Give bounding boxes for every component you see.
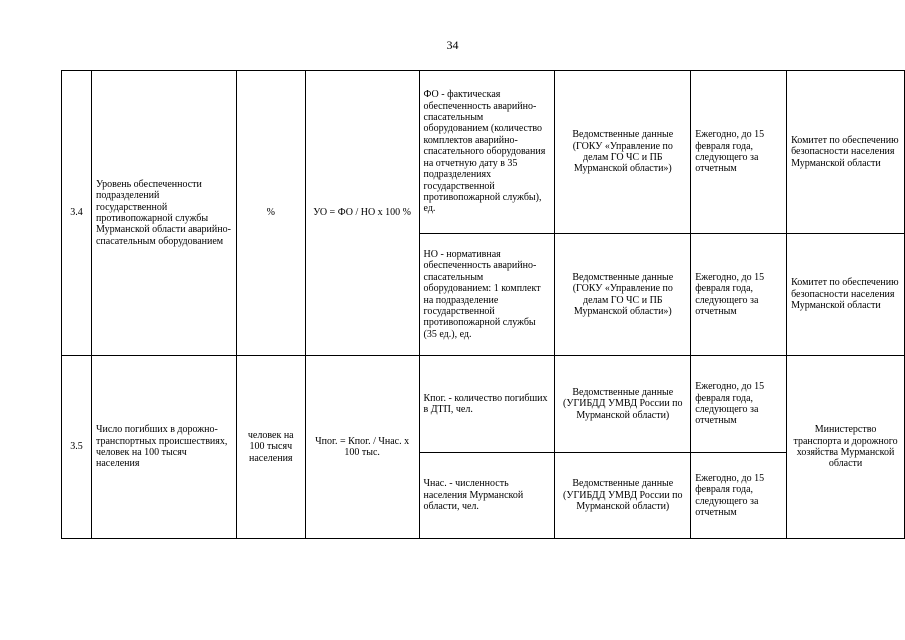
indicator-name: Число погибших в дорожно-транспортных происшествиях, человек на 100 тысяч населения [91, 356, 236, 539]
reporting-deadline: Ежегодно, до 15 февраля года, следующего за отчетным [691, 356, 787, 453]
indicator-unit: человек на 100 тысяч населения [236, 356, 305, 539]
data-source: Ведомственные данные (УГИБДД УМВД России по Мурманской области) [555, 356, 691, 453]
table-row [62, 71, 905, 234]
indicator-name: Уровень обеспеченности подразделений государственной противопожарной службы Мурманской области аварийно-спасательным оборудованием [91, 71, 236, 356]
data-source: Ведомственные данные (ГОКУ «Управление по делам ГО ЧС и ПБ Мурманской области») [555, 71, 691, 234]
indicator-formula: Чпог. = Кпог. / Чнас. х 100 тыс. [305, 356, 419, 539]
indicators-table [61, 70, 905, 539]
data-source: Ведомственные данные (УГИБДД УМВД России по Мурманской области) [555, 453, 691, 539]
reporting-deadline: Ежегодно, до 15 февраля года, следующего за отчетным [691, 234, 787, 356]
row-number: 3.4 [62, 71, 92, 356]
component-description: Чнас. - численность населения Мурманской области, чел. [419, 453, 555, 539]
data-source: Ведомственные данные (ГОКУ «Управление по делам ГО ЧС и ПБ Мурманской области») [555, 234, 691, 356]
component-description: Кпог. - количество погибших в ДТП, чел. [419, 356, 555, 453]
reporting-deadline: Ежегодно, до 15 февраля года, следующего за отчетным [691, 71, 787, 234]
reporting-deadline: Ежегодно, до 15 февраля года, следующего за отчетным [691, 453, 787, 539]
component-description: ФО - фактическая обеспеченность аварийно-спасательным оборудованием (количество комплектов аварийно-спасательного оборудования на отчетную дату в 35 подразделениях государственной противопожарной службы), ед. [419, 71, 555, 234]
table-row [62, 356, 905, 453]
responsible-body: Комитет по обеспечению безопасности населения Мурманской области [787, 71, 905, 234]
row-number: 3.5 [62, 356, 92, 539]
responsible-body: Комитет по обеспечению безопасности населения Мурманской области [787, 234, 905, 356]
indicator-formula: УО = ФО / НО х 100 % [305, 71, 419, 356]
page-number: 34 [446, 38, 459, 52]
indicator-unit: % [236, 71, 305, 356]
component-description: НО - нормативная обеспеченность аварийно-спасательным оборудованием: 1 комплект на подразделение государственной противопожарной службы (35 ед.), ед. [419, 234, 555, 356]
responsible-body: Министерство транспорта и дорожного хозяйства Мурманской области [787, 356, 905, 539]
